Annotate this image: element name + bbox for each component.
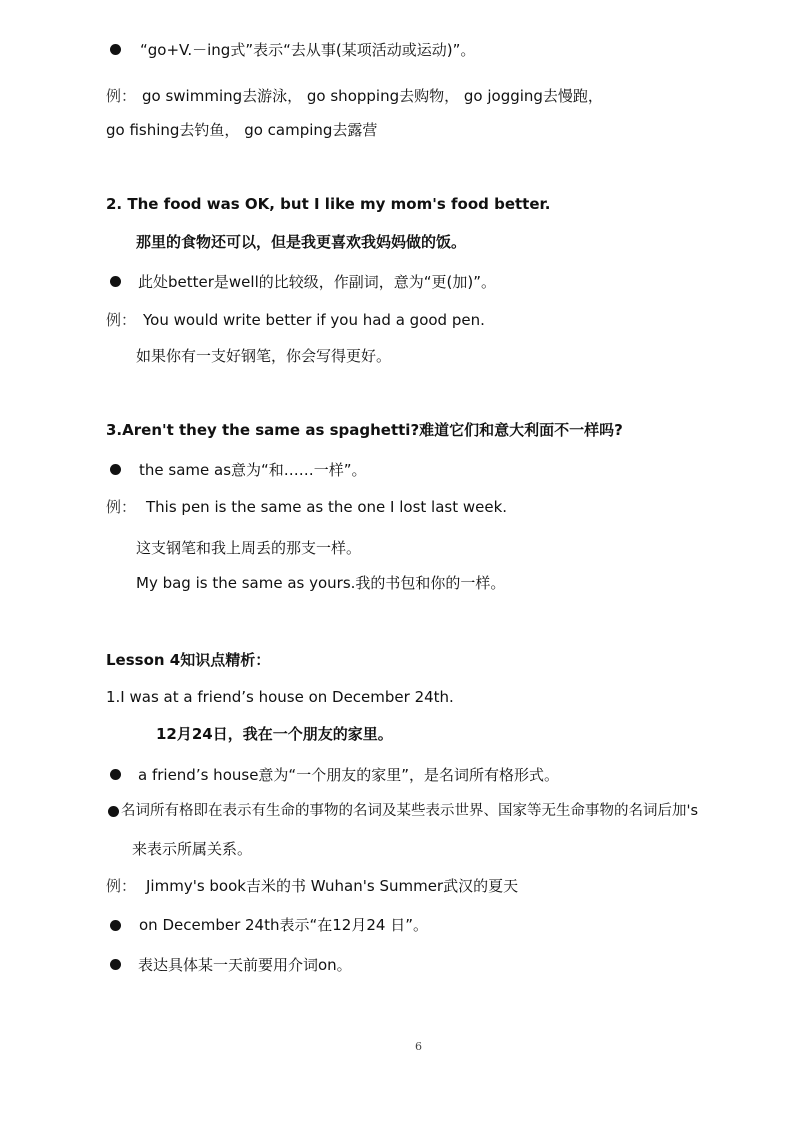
go-ving-example-line-2: go fishing去钓鱼， go camping去露营 (106, 121, 378, 139)
bullet-icon (110, 44, 121, 55)
better-explanation: 此处better是well的比较级，作副词，意为“更(加)”。 (138, 273, 496, 291)
bullet-icon (110, 769, 121, 780)
bullet-icon (108, 806, 119, 817)
possessive-rule-line-2: 来表示所属关系。 (132, 840, 253, 858)
example-label: 例： (106, 498, 137, 516)
lesson-4-sentence-1: 1.I was at a friend’s house on December 24th. (106, 688, 454, 706)
same-as-explanation: the same as意为“和……一样”。 (139, 461, 367, 479)
point-3-heading: 3.Aren't they the same as spaghetti?难道它们和意大利面不一样吗? (106, 421, 623, 439)
friends-house-explanation: a friend’s house意为“一个朋友的家里”，是名词所有格形式。 (138, 766, 559, 784)
december-explanation: on December 24th表示“在12月24 日”。 (139, 916, 428, 934)
better-example-en: You would write better if you had a good pen. (143, 311, 485, 329)
example-label: 例： (106, 87, 137, 105)
point-2-heading: 2. The food was OK, but I like my mom's food better. (106, 195, 551, 213)
same-as-example-cn-1: 这支钢笔和我上周丢的那支一样。 (136, 539, 362, 557)
bullet-icon (110, 464, 121, 475)
preposition-on-rule: 表达具体某一天前要用介词on。 (138, 956, 352, 974)
bullet-icon (110, 276, 121, 287)
point-2-translation: 那里的食物还可以，但是我更喜欢我妈妈做的饭。 (136, 233, 467, 251)
go-ving-rule: “go+V.－ing式”表示“去从事(某项活动或运动)”。 (140, 41, 476, 59)
example-label: 例： (106, 877, 137, 895)
bullet-icon (110, 959, 121, 970)
same-as-example-en-1: This pen is the same as the one I lost last week. (146, 498, 508, 516)
possessive-example: Jimmy's book吉米的书 Wuhan's Summer武汉的夏天 (146, 877, 519, 895)
example-label: 例： (106, 311, 137, 329)
better-example-cn: 如果你有一支好钢笔，你会写得更好。 (136, 347, 392, 365)
same-as-example-line-2: My bag is the same as yours.我的书包和你的一样。 (136, 574, 506, 592)
bullet-icon (110, 920, 121, 931)
possessive-rule-line-1: 名词所有格即在表示有生命的事物的名词及某些表示世界、国家等无生命事物的名词后加's (121, 803, 699, 819)
lesson-4-title: Lesson 4知识点精析： (106, 651, 271, 669)
page-number: 6 (415, 1040, 422, 1053)
lesson-4-translation-1: 12月24日，我在一个朋友的家里。 (156, 725, 393, 743)
go-ving-example-line-1: go swimming去游泳， go shopping去购物， go jogging去慢跑， (142, 87, 603, 105)
